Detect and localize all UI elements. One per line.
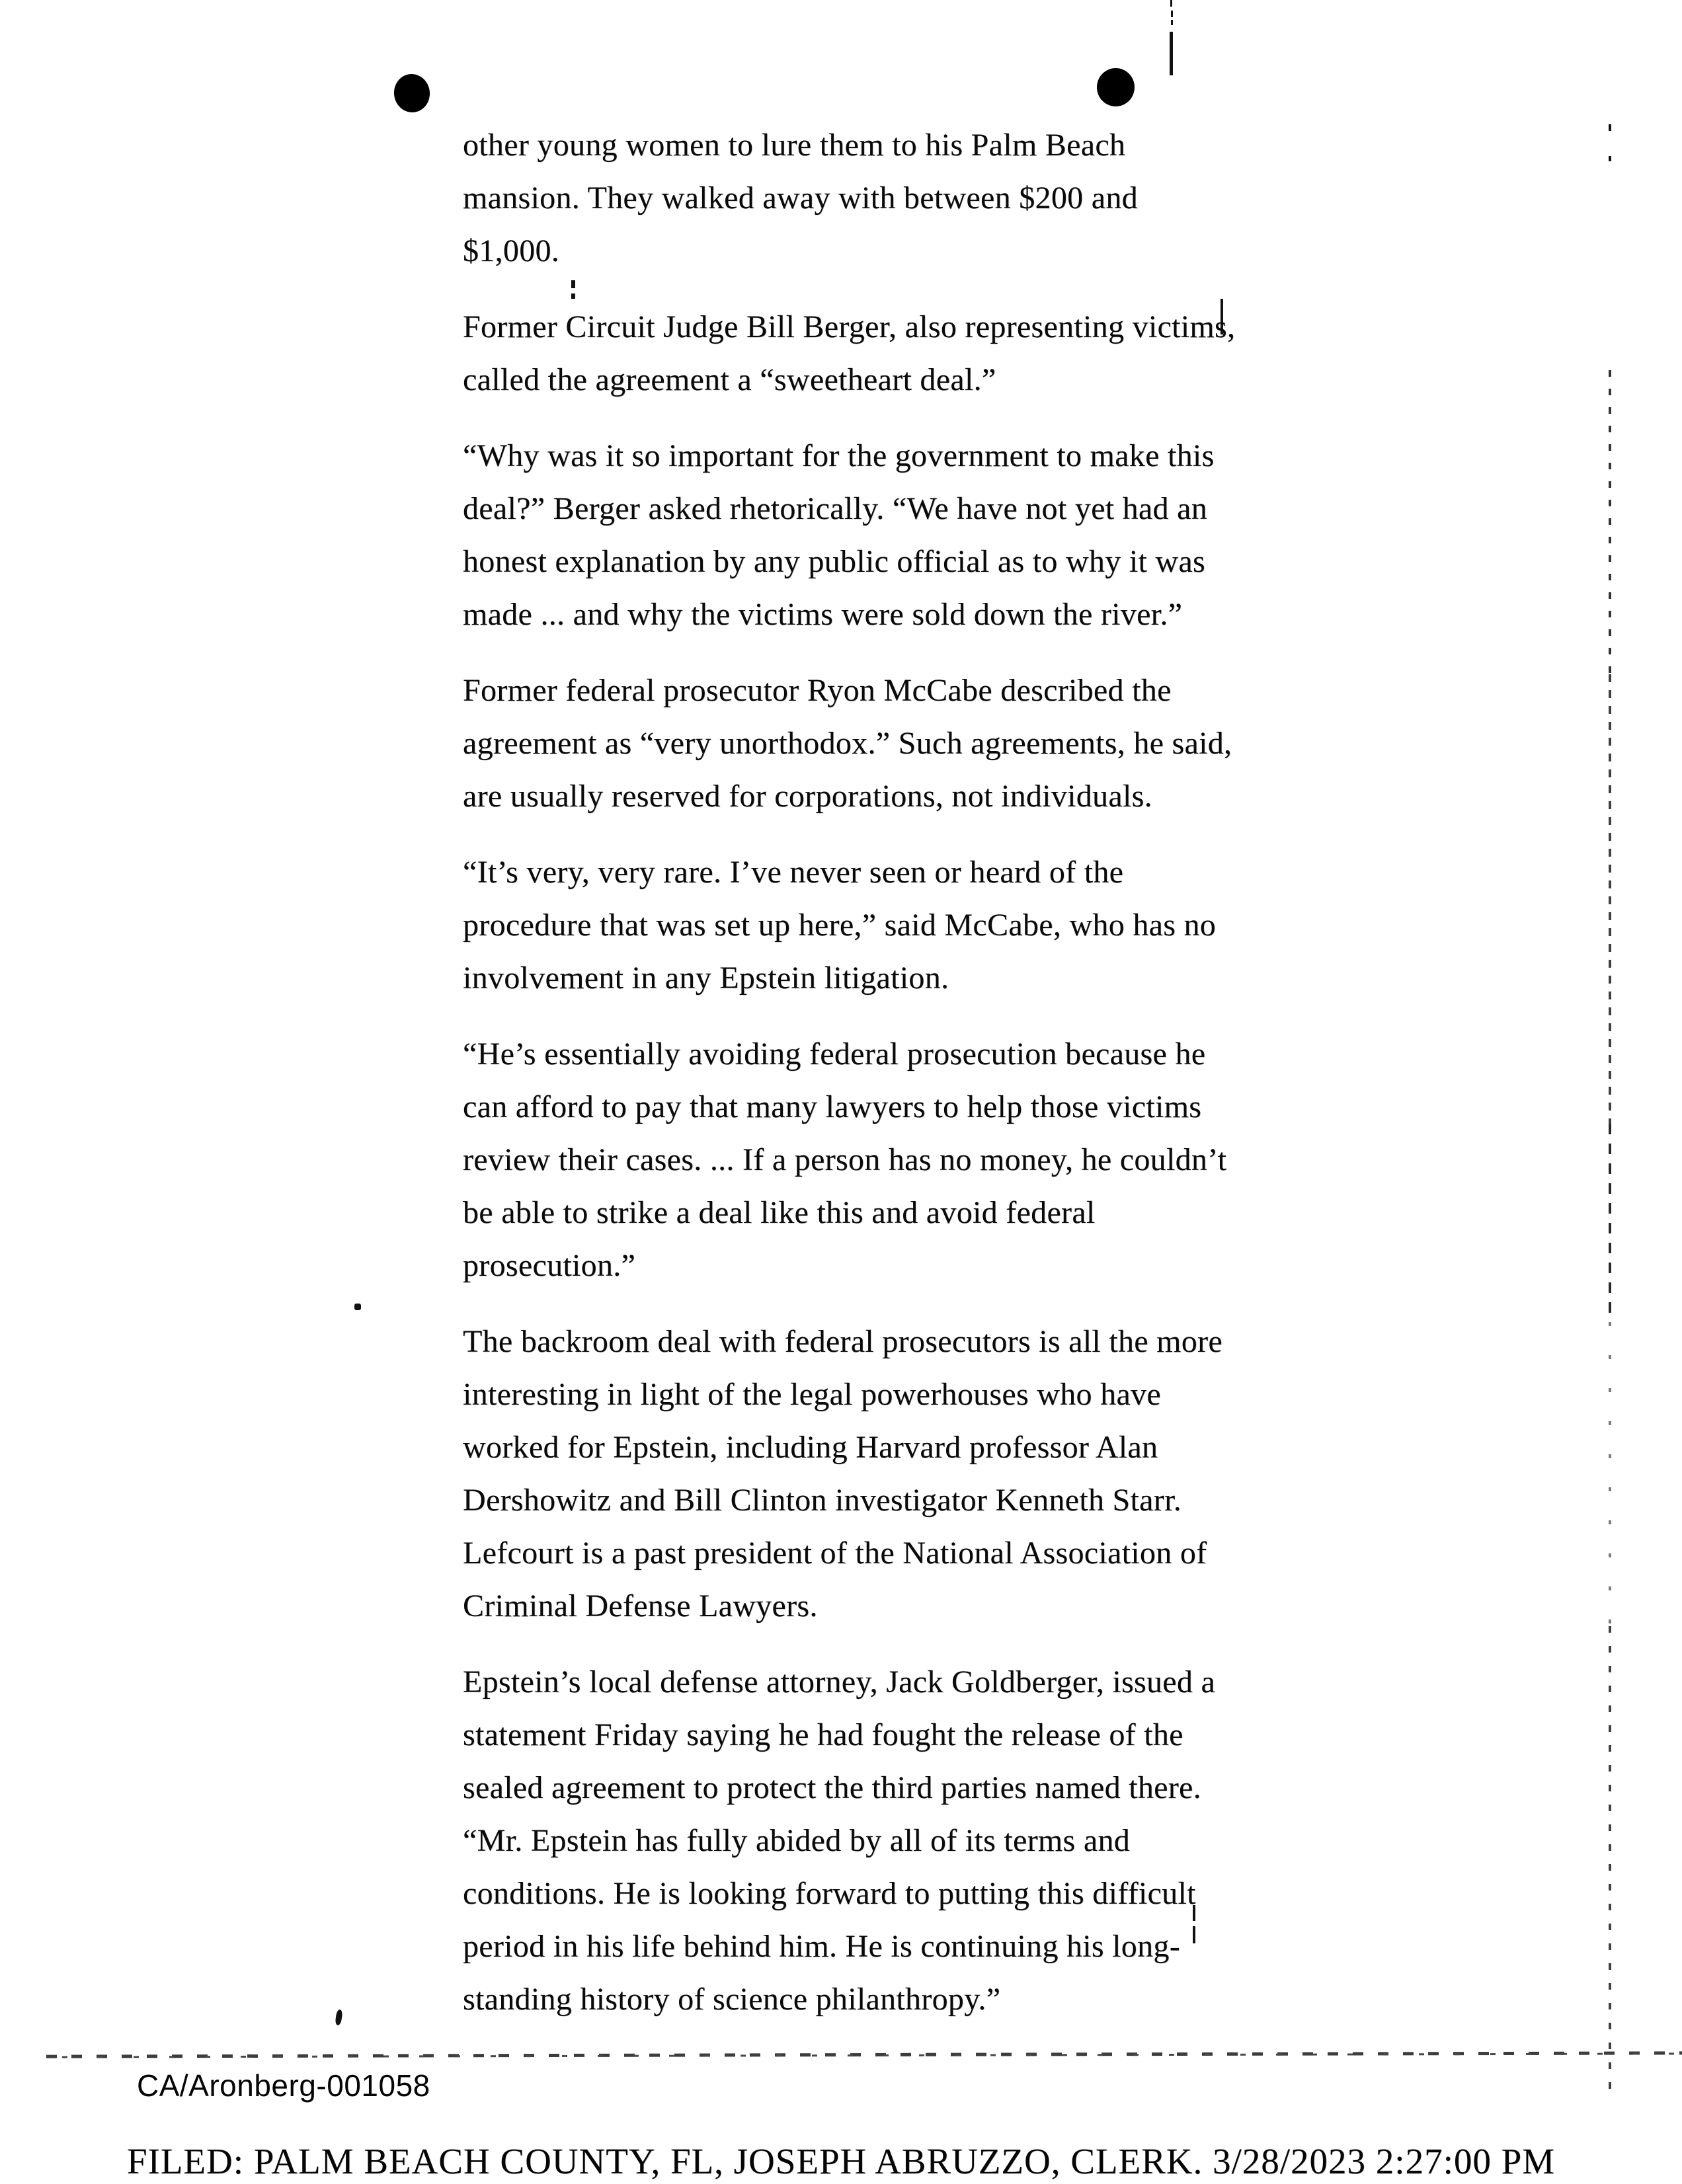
text-line: period in his life behind him. He is continuing his long- [463,1929,1180,1964]
text-line: agreement as “very unorthodox.” Such agreements, he said, [463,726,1232,761]
text-line: worked for Epstein, including Harvard professor Alan [463,1430,1158,1465]
text-line: statement Friday saying he had fought the release of the [463,1717,1183,1752]
text-line: “Mr. Epstein has fully abided by all of its terms and [463,1823,1131,1858]
text-line: mansion. They walked away with between $200 and [463,180,1138,215]
scan-noise-edge-line [1609,1124,1611,1322]
text-line: deal?” Berger asked rhetorically. “We have not yet had an [463,491,1208,526]
text-line: Epstein’s local defense attorney, Jack Goldberger, issued a [463,1664,1216,1699]
filed-stamp: FILED: PALM BEACH COUNTY, FL, JOSEPH ABRUZZO, CLERK. 3/28/2023 2:27:00 PM [126,2141,1556,2181]
text-line: “Why was it so important for the government to make this [463,438,1215,473]
bates-number: CA/Aronberg-001058 [137,2068,430,2103]
text-line: review their cases. ... If a person has no money, he couldn’t [463,1142,1227,1177]
article-paragraph [463,430,1521,641]
text-line: be able to strike a deal like this and avoid federal [463,1195,1096,1230]
scan-noise-speck [1609,156,1611,161]
text-line: standing history of science philanthropy.” [463,1982,1001,2017]
article-paragraph [463,846,1521,1005]
article-paragraph [463,1028,1521,1292]
text-line: are usually reserved for corporations, not individuals. [463,779,1152,814]
separator-dotted-rule [46,2051,1682,2058]
text-line: procedure that was set up here,” said McCabe, who has no [463,908,1217,943]
text-line: Lefcourt is a past president of the National Association of [463,1536,1207,1571]
article-paragraph [463,1315,1521,1633]
article-paragraph [463,301,1521,407]
scan-noise-speck [354,1304,361,1310]
scan-noise-speck [1609,124,1611,131]
article-body [463,119,1521,2049]
scan-noise-tick [1171,20,1173,25]
scan-noise-speck [335,2009,342,2025]
scan-noise-edge-line [1609,370,1611,674]
text-line: can afford to pay that many lawyers to help those victims [463,1089,1202,1124]
text-line: other young women to lure them to his Palm Beach [463,128,1126,163]
hole-punch-mark [1097,68,1135,106]
text-line: prosecution.” [463,1248,636,1283]
text-line: The backroom deal with federal prosecutors is all the more [463,1324,1222,1359]
text-line: “It’s very, very rare. I’ve never seen or heard of the [463,855,1124,890]
text-line: “He’s essentially avoiding federal prosecution because he [463,1036,1206,1072]
text-line: Former Circuit Judge Bill Berger, also representing victims, [463,309,1236,344]
text-line: $1,000. [463,233,560,268]
text-line: made ... and why the victims were sold down the river.” [463,597,1183,632]
text-line: Former federal prosecutor Ryon McCabe described the [463,673,1172,708]
scan-noise-tick [1171,11,1173,17]
text-line: called the agreement a “sweetheart deal.” [463,362,996,397]
article-paragraph [463,664,1521,823]
text-line: interesting in light of the legal powerhouses who have [463,1377,1161,1412]
scan-noise-edge-line [1609,1626,1611,2089]
hole-punch-mark [391,72,432,115]
scan-noise-edge-line [1609,674,1611,1124]
article-paragraph [463,119,1521,278]
scan-noise-tick [1170,32,1173,75]
text-line: sealed agreement to protect the third parties named there. [463,1770,1201,1805]
text-line: Criminal Defense Lawyers. [463,1588,818,1623]
text-line: Dershowitz and Bill Clinton investigator Kenneth Starr. [463,1483,1182,1518]
text-line: conditions. He is looking forward to putting this difficult [463,1876,1196,1911]
scan-noise-tick [1170,0,1172,7]
text-line: involvement in any Epstein litigation. [463,960,949,995]
text-line: honest explanation by any public official as to why it was [463,544,1205,579]
article-paragraph [463,1656,1521,2026]
scan-noise-edge-line [1609,1322,1611,1626]
